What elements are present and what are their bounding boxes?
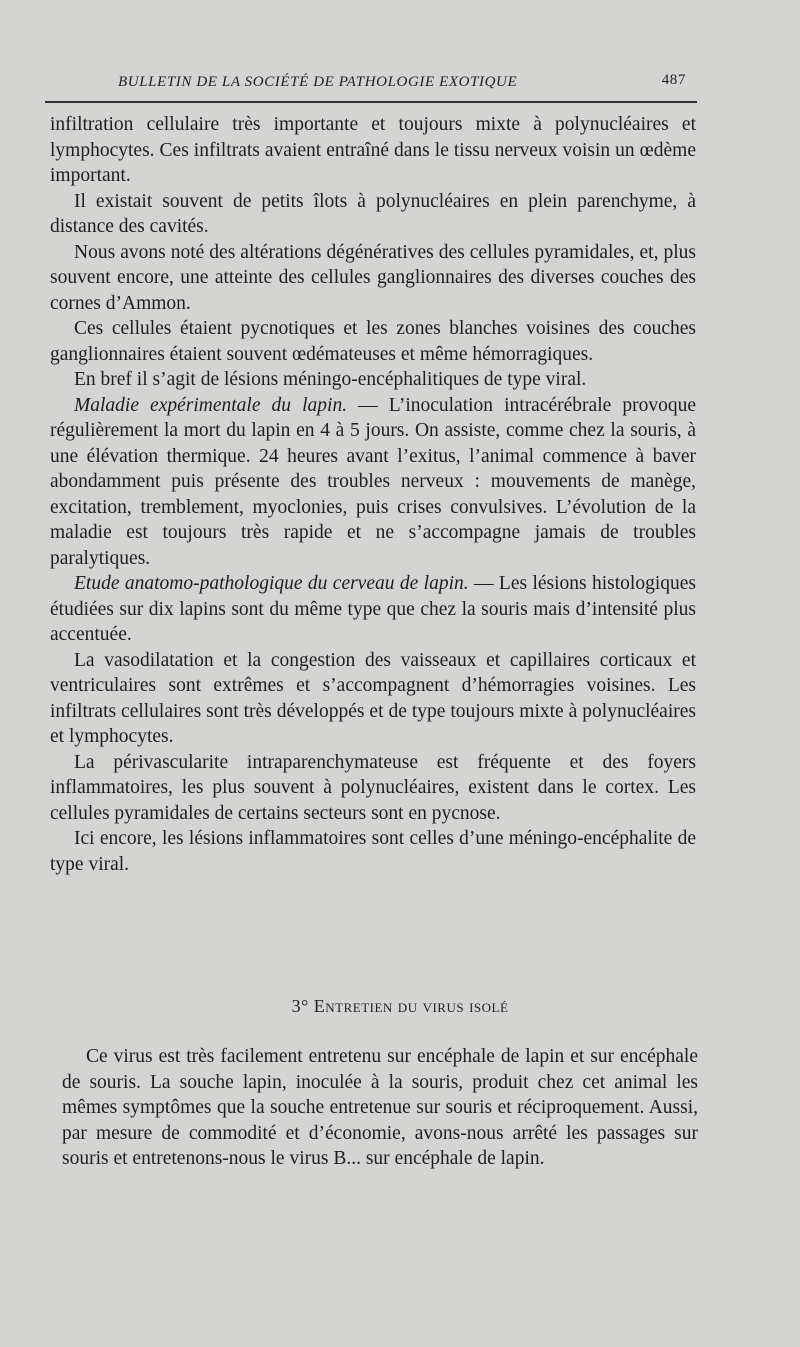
- main-text: [50, 112, 696, 877]
- etude-heading: Etude anatomo-pathologique du cerveau de lapin.: [74, 573, 469, 594]
- paragraph: Ce virus est très facilement entretenu sur encéphale de lapin et sur encéphale de souris. La souche lapin, inoculée à la souris, produit chez cet animal les mêmes symptômes que la souche entretenue sur souris et réciproquement. Aussi, par mesure de commodité et d’économie, avons-nous arrêté les passages sur souris et entretenons-nous le virus B... sur encéphale de lapin.: [62, 1046, 698, 1169]
- paragraph: La périvascularite intraparenchymateuse est fréquente et des foyers inflammatoires, les plus souvent à polynucléaires, existent dans le cortex. Les cellules pyramidales de certains secteurs sont en pycnose.: [50, 751, 696, 824]
- paragraph: La vasodilatation et la congestion des vaisseaux et capillaires corticaux et ventriculaires sont extrêmes et s’accompagnent d’hémorragies voisines. Les infiltrats cellulaires sont très développés et de type toujours mixte à polynucléaires et lymphocytes.: [50, 649, 696, 747]
- section-text: [62, 1044, 698, 1172]
- page-number: 487: [661, 72, 686, 88]
- header-rule: [45, 101, 697, 103]
- paragraph-etude: [50, 571, 696, 648]
- paragraph: Ici encore, les lésions inflammatoires sont celles d’une méningo-encéphalite de type viral.: [50, 828, 696, 875]
- journal-title: BULLETIN DE LA SOCIÉTÉ DE PATHOLOGIE EXOTIQUE: [118, 74, 518, 90]
- paragraph: infiltration cellulaire très importante et toujours mixte à polynucléaires et lymphocytes. Ces infiltrats avaient entraîné dans le tissu nerveux voisin un œdème important.: [50, 114, 696, 186]
- paragraph: Il existait souvent de petits îlots à polynucléaires en plein parenchyme, à distance des cavités.: [50, 190, 696, 237]
- section-heading: [0, 996, 800, 1017]
- section-title: Entretien du virus isolé: [313, 996, 509, 1016]
- maladie-heading: Maladie expérimentale du lapin.: [74, 394, 348, 416]
- paragraph-maladie: [50, 393, 696, 572]
- etude-text: — Les lésions histologiques étudiées sur dix lapins sont du même type que chez la souris mais d’intensité plus accentuée.: [50, 573, 697, 645]
- section-number: 3°: [291, 996, 314, 1016]
- running-header: [118, 70, 686, 98]
- paragraph: Ces cellules étaient pycnotiques et les zones blanches voisines des couches ganglionnaires étaient souvent œdémateuses et même hémorragiques.: [50, 318, 696, 365]
- maladie-text: — L’inoculation intracérébrale provoque régulièrement la mort du lapin en 4 à 5 jours. On assiste, comme chez la souris, à une élévation thermique. 24 heures avant l’exitus, l’animal commence à baver abondamment puis présente des troubles nerveux : mouvements de manège, excitation, tremblement, myoclonies, puis crises convulsives. L’évolution de la maladie est toujours très rapide et ne s’accompagne jamais de troubles paralytiques.: [50, 394, 696, 569]
- paragraph: En bref il s’agit de lésions méningo-encéphalitiques de type viral.: [74, 369, 587, 390]
- paragraph: Nous avons noté des altérations dégénératives des cellules pyramidales, et, plus souvent encore, une atteinte des cellules ganglionnaires des diverses couches des cornes d’Ammon.: [50, 241, 696, 314]
